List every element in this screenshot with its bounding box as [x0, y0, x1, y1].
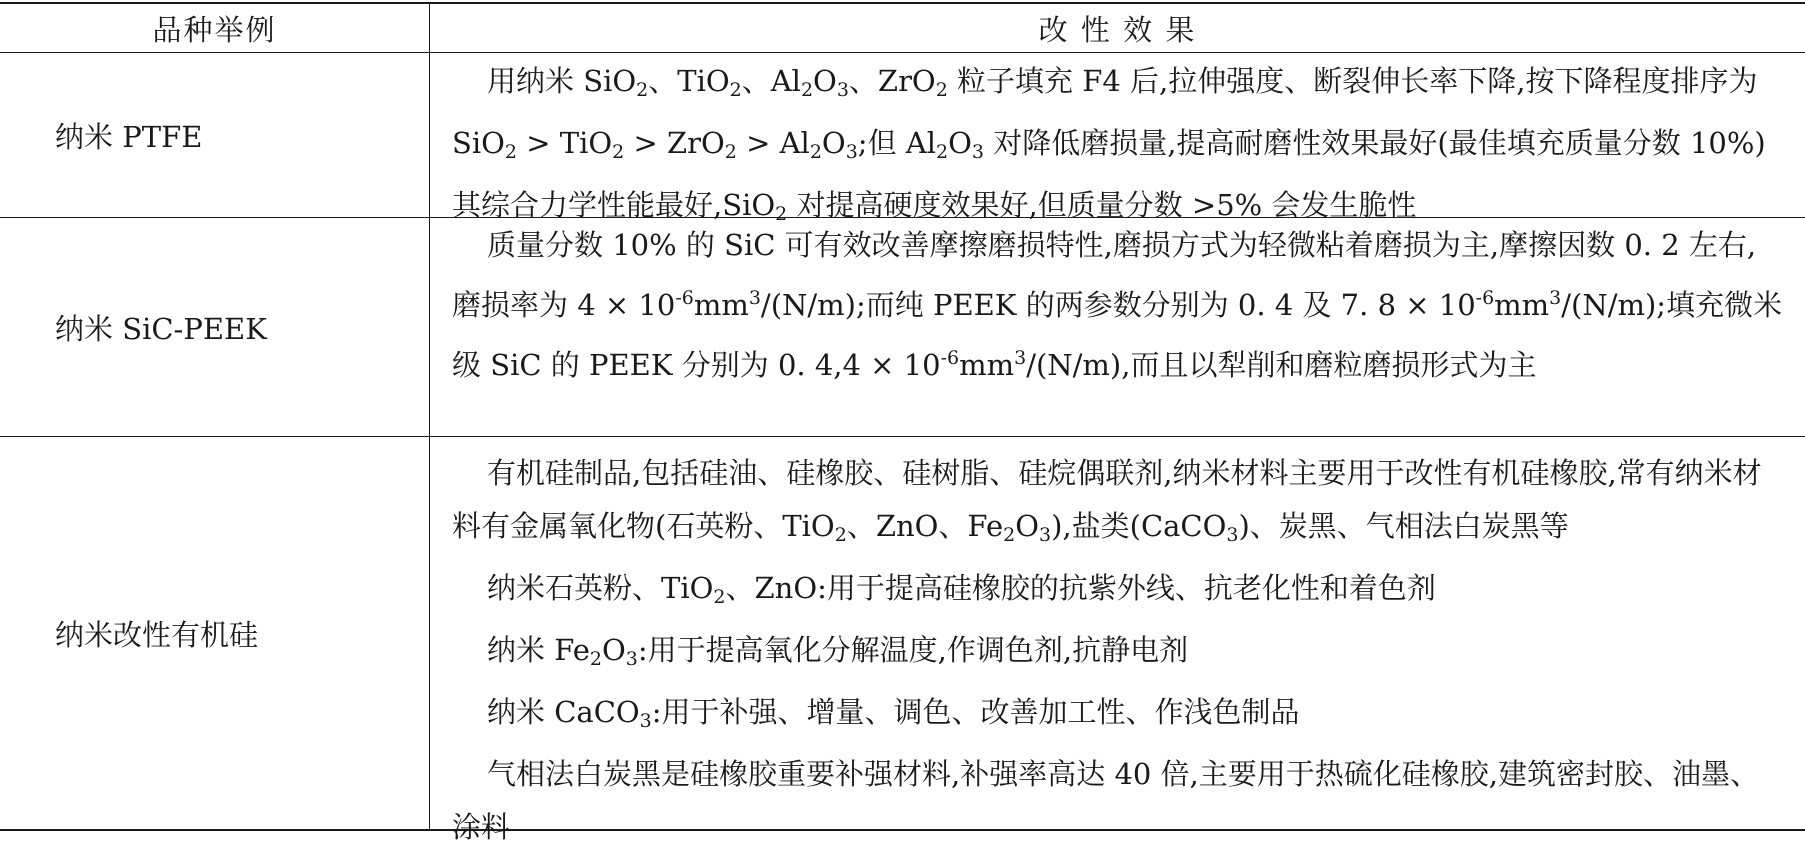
subscript: 2 [935, 79, 948, 101]
text-run: mm [959, 348, 1015, 382]
text-run: 气相法白炭黑是硅橡胶重要补强材料,补强率高达 40 倍,主要用于热硫化硅橡胶,建筑密封胶、油墨、涂料 [452, 757, 1759, 844]
subscript: 2 [612, 141, 625, 163]
header-variety: 品种举例 [0, 4, 430, 52]
subscript: 3 [971, 141, 984, 163]
subscript: 2 [936, 141, 949, 163]
subscript: 2 [809, 141, 822, 163]
text-run: 质量分数 10% 的 SiC 可有效改善摩擦磨损特性,磨损方式为轻微粘着磨损为主,摩擦因数 0. 2 左右,磨损率为 4 × 10 [452, 228, 1757, 322]
text-run: O [602, 633, 626, 667]
effect-paragraph [452, 686, 1783, 748]
text-run: 有机硅制品,包括硅油、硅橡胶、硅树脂、硅烷偶联剂,纳米材料主要用于改性有机硅橡胶,常有纳米材料有金属氧化物(石英粉、TiO [452, 456, 1762, 543]
text-run: 、Al [741, 64, 801, 98]
text-run: 用纳米 SiO [487, 64, 637, 98]
text-run: > Al [736, 126, 810, 160]
text-run: /(N/m);而纯 PEEK 的两参数分别为 0. 4 及 7. 8 × 10 [760, 288, 1476, 322]
subscript: 3 [639, 710, 652, 732]
table-row [0, 437, 1805, 844]
table-row [0, 53, 1805, 225]
effect-cell [430, 437, 1805, 844]
subscript: 2 [800, 79, 814, 101]
subscript: 2 [504, 141, 518, 163]
effect-paragraph [452, 562, 1783, 624]
table-row [0, 218, 1805, 437]
text-run: ;但 Al [857, 126, 937, 160]
text-run: 粒子填充 F4 后,拉伸强度、断裂伸长率下降,按下降程度排序为 SiO [452, 64, 1758, 160]
text-run: )、炭黑、气相法白炭黑等 [1238, 509, 1569, 543]
text-run: O [821, 126, 846, 160]
subscript: 3 [836, 79, 849, 101]
text-run: /(N/m),而且以犁削和磨粒磨损形式为主 [1026, 348, 1537, 382]
superscript: -6 [675, 287, 694, 309]
effect-paragraph [452, 55, 1783, 241]
modification-table [0, 2, 1805, 844]
text-run: 纳米 Fe [487, 633, 590, 667]
text-run: 、ZnO:用于提高硅橡胶的抗紫外线、抗老化性和着色剂 [725, 571, 1436, 605]
effect-paragraph [452, 219, 1783, 392]
text-run: 、ZrO [848, 64, 936, 98]
text-run: ),盐类(CaCO [1051, 509, 1227, 543]
superscript: 3 [1549, 287, 1562, 309]
superscript: -6 [1475, 287, 1495, 309]
text-run: :用于提高氧化分解温度,作调色剂,抗静电剂 [637, 633, 1189, 667]
subscript: 2 [1003, 524, 1016, 546]
table-header-row [0, 4, 1805, 53]
text-run: 、ZnO、Fe [846, 509, 1004, 543]
text-run: > TiO [517, 126, 613, 160]
effect-paragraph [452, 624, 1783, 686]
effect-paragraph [452, 748, 1783, 854]
variety-cell: 纳米 SiC-PEEK [0, 218, 430, 436]
text-run: mm [1494, 288, 1550, 322]
subscript: 2 [724, 141, 737, 163]
subscript: 2 [775, 203, 788, 225]
text-run: 纳米石英粉、TiO [487, 571, 714, 605]
subscript: 2 [729, 79, 742, 101]
effect-cell [430, 218, 1805, 436]
subscript: 2 [834, 524, 847, 546]
subscript: 2 [589, 648, 603, 670]
subscript: 3 [1039, 524, 1052, 546]
text-run: O [948, 126, 972, 160]
effect-paragraph [452, 447, 1783, 562]
text-run: 对降低磨损量,提高耐磨性效果最好(最佳填充质量分数 10%)其综合力学性能最好,SiO [452, 126, 1766, 222]
text-run: > ZrO [624, 126, 725, 160]
superscript: -6 [940, 347, 960, 369]
subscript: 2 [713, 586, 726, 608]
variety-cell: 纳米 PTFE [0, 53, 430, 217]
text-run: 纳米 CaCO [487, 695, 640, 729]
superscript: 3 [748, 287, 761, 309]
text-run: O [813, 64, 837, 98]
text-run: /(N/m);填充微米级 SiC 的 PEEK 分别为 0. 4,4 × 10 [452, 288, 1783, 382]
subscript: 3 [1226, 524, 1239, 546]
superscript: 3 [1014, 347, 1027, 369]
text-run: :用于补强、增量、调色、改善加工性、作浅色制品 [651, 695, 1300, 729]
variety-cell: 纳米改性有机硅 [0, 437, 430, 829]
text-run: 对提高硬度效果好,但质量分数 >5% 会发生脆性 [787, 188, 1417, 222]
text-run: O [1015, 509, 1039, 543]
text-run: mm [693, 288, 749, 322]
subscript: 3 [625, 648, 638, 670]
subscript: 3 [845, 141, 858, 163]
subscript: 2 [636, 79, 649, 101]
effect-cell [430, 53, 1805, 225]
header-effect: 改 性 效 果 [1038, 12, 1197, 47]
text-run: 、TiO [648, 64, 730, 98]
